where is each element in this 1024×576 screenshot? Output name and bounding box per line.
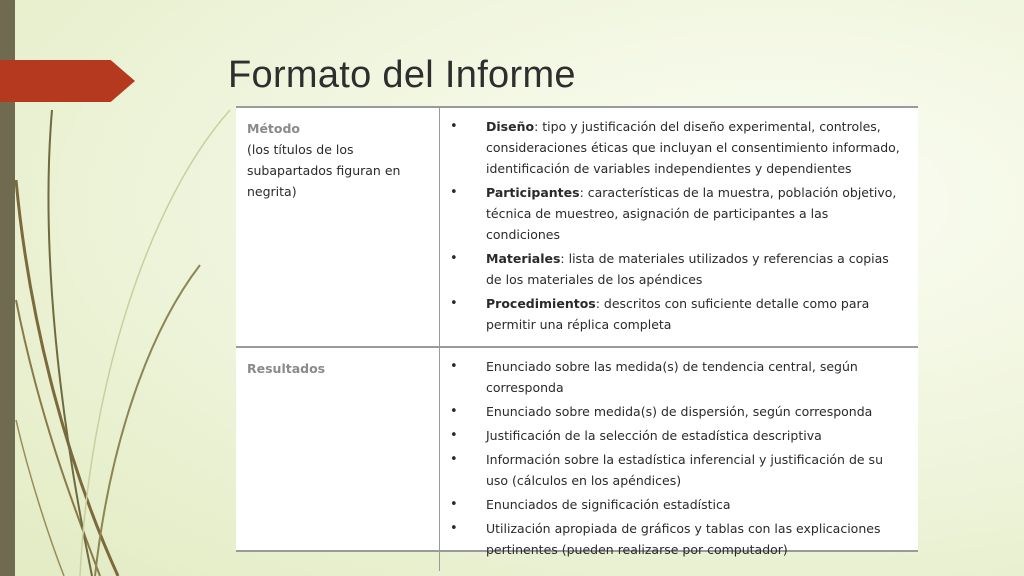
item-text: Enunciado sobre las medida(s) de tendencia central, según corresponda — [486, 359, 858, 395]
section-heading: Método — [247, 121, 301, 136]
row-label-cell — [236, 347, 440, 571]
list-item — [450, 494, 902, 515]
item-text: Enunciados de significación estadística — [486, 497, 731, 512]
item-text: : características de la muestra, población objetivo, técnica de muestreo, asignación de participantes a las condiciones — [486, 185, 897, 242]
item-text: : descritos con suficiente detalle como para permitir una réplica completa — [486, 296, 870, 332]
item-bold-term: Procedimientos — [486, 296, 596, 311]
bullet-list — [450, 356, 902, 560]
item-bold-term: Participantes — [486, 185, 580, 200]
list-item — [450, 182, 902, 245]
list-item — [450, 518, 902, 560]
item-text: Información sobre la estadística inferencial y justificación de su uso (cálculos en los apéndices) — [486, 452, 883, 488]
list-item — [450, 293, 902, 335]
list-item — [450, 401, 902, 422]
title-arrow-marker — [0, 60, 135, 102]
row-label-cell — [236, 108, 440, 347]
slide-title: Formato del Informe — [228, 54, 576, 96]
item-bold-term: Diseño — [486, 119, 535, 134]
list-item — [450, 425, 902, 446]
list-item — [450, 449, 902, 491]
item-text: : lista de materiales utilizados y referencias a copias de los materiales de los apéndices — [486, 251, 889, 287]
list-item — [450, 356, 902, 398]
table-row — [236, 347, 918, 571]
row-content-cell — [440, 108, 919, 347]
section-heading: Resultados — [247, 361, 326, 376]
bullet-list — [450, 116, 902, 335]
list-item — [450, 248, 902, 290]
format-table — [236, 108, 918, 571]
item-text: Enunciado sobre medida(s) de dispersión, según corresponda — [486, 404, 873, 419]
section-note: (los títulos de los subapartados figuran en negrita) — [247, 142, 401, 199]
list-item — [450, 116, 902, 179]
table-row — [236, 108, 918, 347]
item-text: Justificación de la selección de estadística descriptiva — [486, 428, 822, 443]
row-content-cell — [440, 347, 919, 571]
item-bold-term: Materiales — [486, 251, 561, 266]
item-text: : tipo y justificación del diseño experimental, controles, consideraciones éticas que incluyan el consentimiento informado, identificación de variables independientes y dependientes — [486, 119, 900, 176]
item-text: Utilización apropiada de gráficos y tablas con las explicaciones pertinentes (pueden realizarse por computador) — [486, 521, 881, 557]
report-format-table — [236, 106, 918, 557]
